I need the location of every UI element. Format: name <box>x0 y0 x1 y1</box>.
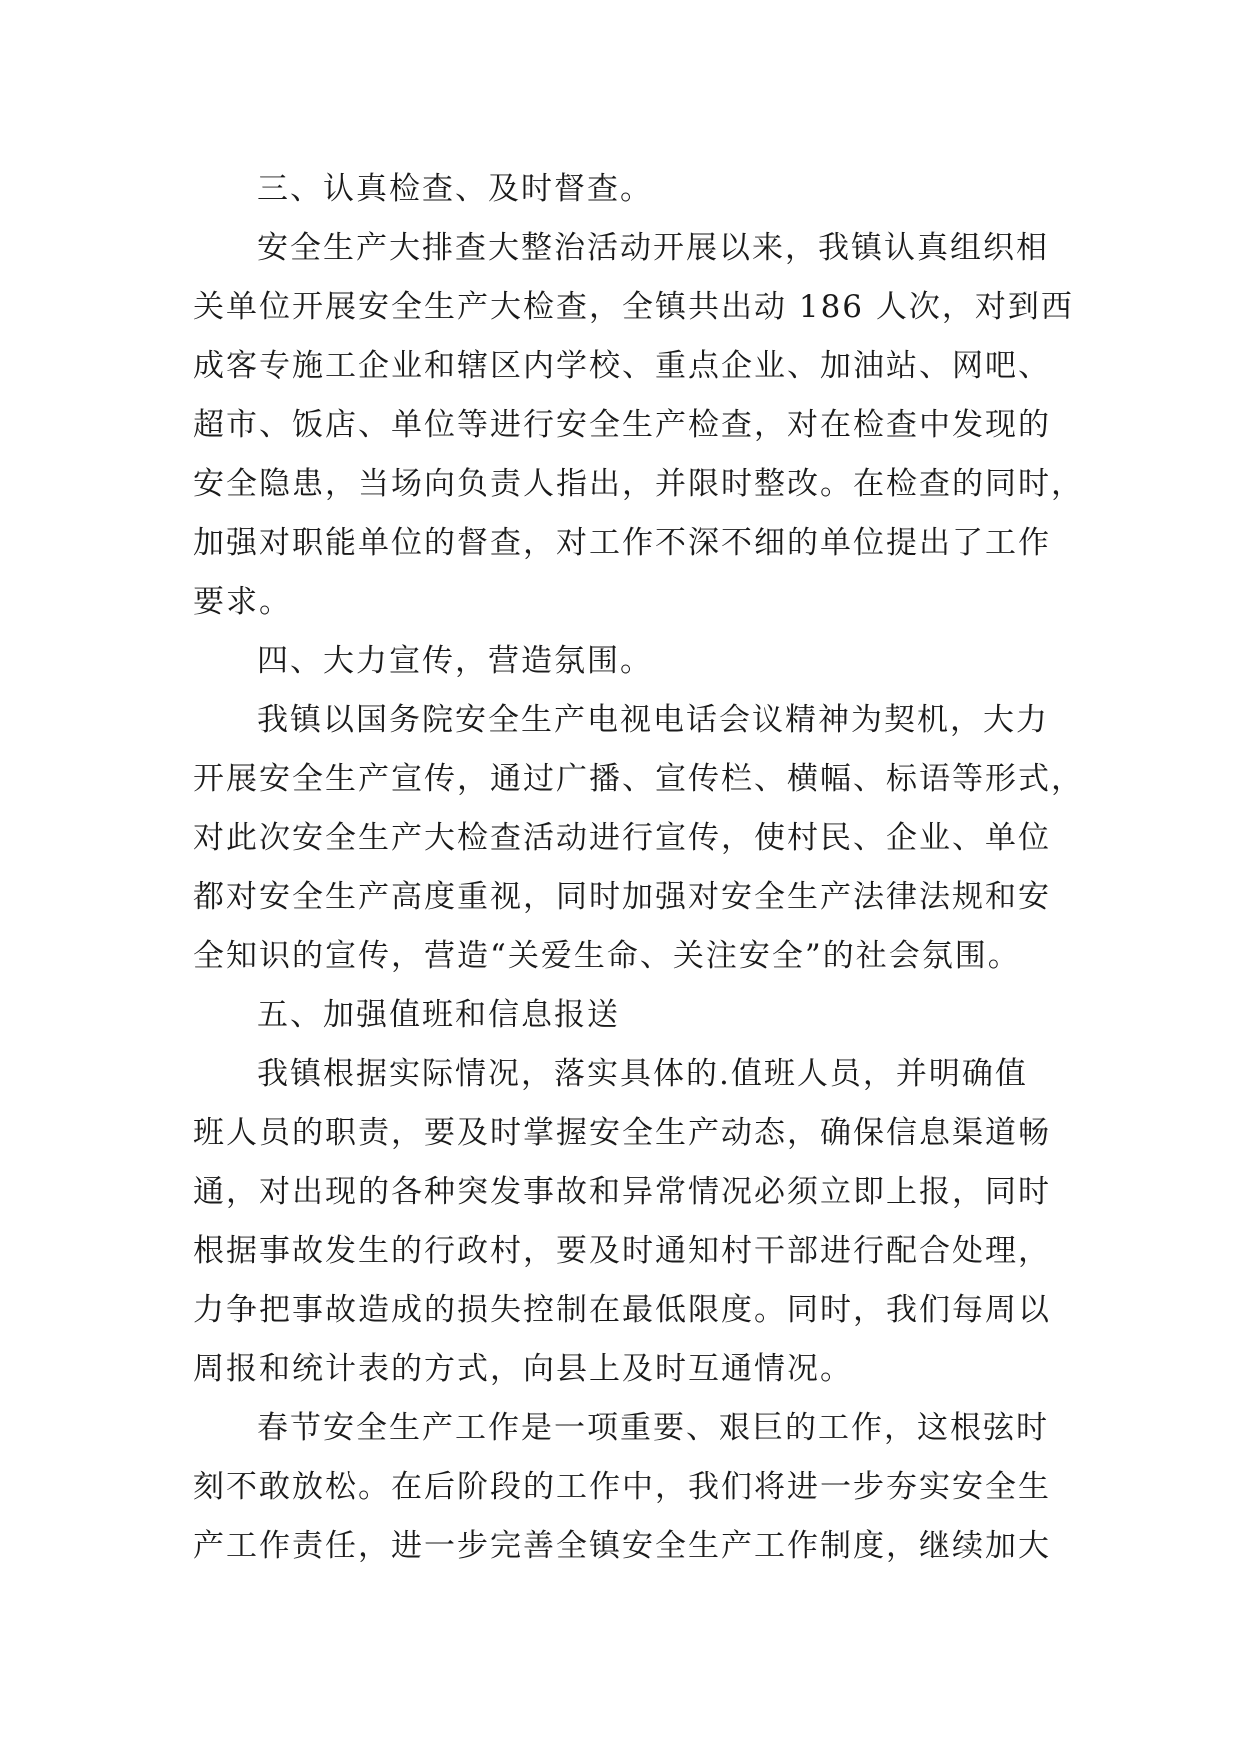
paragraph-line: 根据事故发生的行政村，要及时通知村干部进行配合处理， <box>193 1233 1051 1269</box>
paragraph-line: 全知识的宣传，营造“关爱生命、关注安全”的社会氛围。 <box>193 938 1021 974</box>
paragraph-line: 班人员的职责，要及时掌握安全生产动态，确保信息渠道畅 <box>193 1115 1051 1151</box>
paragraph-line: 安全隐患，当场向负责人指出，并限时整改。在检查的同时， <box>193 466 1084 502</box>
paragraph-line: 通，对出现的各种突发事故和异常情况必须立即上报，同时 <box>193 1174 1051 1210</box>
paragraph-line: 都对安全生产高度重视，同时加强对安全生产法律法规和安 <box>193 879 1051 915</box>
paragraph-line: 加强对职能单位的督查，对工作不深不细的单位提出了工作 <box>193 525 1051 561</box>
section-heading-5: 五、加强值班和信息报送 <box>257 997 620 1033</box>
paragraph-line: 要求。 <box>193 584 292 620</box>
paragraph-line: 春节安全生产工作是一项重要、艰巨的工作，这根弦时 <box>257 1410 1049 1446</box>
paragraph-line: 产工作责任，进一步完善全镇安全生产工作制度，继续加大 <box>193 1528 1051 1564</box>
paragraph-line: 关单位开展安全生产大检查，全镇共出动 186 人次，对到西 <box>193 289 1074 325</box>
paragraph-line: 我镇根据实际情况，落实具体的.值班人员，并明确值 <box>257 1056 1028 1092</box>
paragraph-line: 安全生产大排查大整治活动开展以来，我镇认真组织相 <box>257 230 1049 266</box>
paragraph-line: 刻不敢放松。在后阶段的工作中，我们将进一步夯实安全生 <box>193 1469 1051 1505</box>
paragraph-line: 力争把事故造成的损失控制在最低限度。同时，我们每周以 <box>193 1292 1051 1328</box>
paragraph-line: 周报和统计表的方式，向县上及时互通情况。 <box>193 1351 853 1387</box>
section-heading-4: 四、大力宣传，营造氛围。 <box>257 643 653 679</box>
paragraph-line: 开展安全生产宣传，通过广播、宣传栏、横幅、标语等形式， <box>193 761 1084 797</box>
section-heading-3: 三、认真检查、及时督查。 <box>257 171 653 207</box>
paragraph-line: 对此次安全生产大检查活动进行宣传，使村民、企业、单位 <box>193 820 1051 856</box>
paragraph-line: 超市、饭店、单位等进行安全生产检查，对在检查中发现的 <box>193 407 1051 443</box>
document-page <box>193 160 1084 1576</box>
paragraph-line: 成客专施工企业和辖区内学校、重点企业、加油站、网吧、 <box>193 348 1051 384</box>
paragraph-line: 我镇以国务院安全生产电视电话会议精神为契机，大力 <box>257 702 1049 738</box>
